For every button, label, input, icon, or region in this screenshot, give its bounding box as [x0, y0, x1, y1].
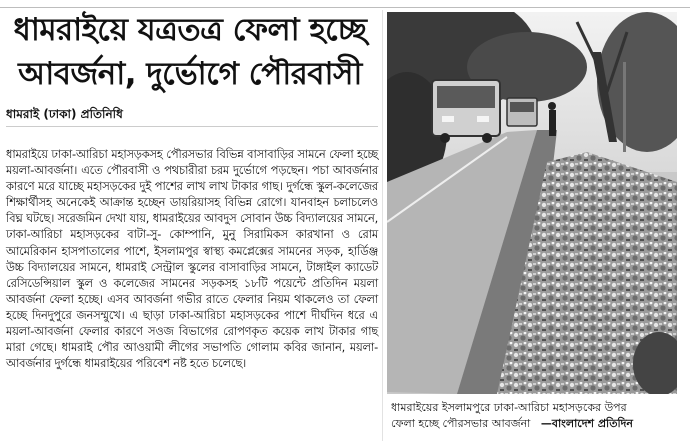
headline-line-2: আবর্জনা, দুর্ভোগে পৌরবাসী [18, 56, 362, 92]
road-garbage-photo-icon [387, 12, 677, 394]
caption-line-2-text: ফেলা হচ্ছে পৌরসভার আবর্জনা [391, 417, 531, 430]
column-divider [382, 10, 383, 441]
news-photo [387, 12, 677, 394]
byline-rule [6, 126, 378, 127]
article-paragraph: ধামরাইয়ে ঢাকা-আরিচা মহাসড়কসহ পৌরসভার বিভিন্ন বাসাবাড়ির সামনে ফেলা হচ্ছে ময়লা-আবর্জনা। এতে পৌরবাসী ও পথচারীরা চরম দুর্ভোগে পড়ছেন। পচা আবর্জনার কারণে মরে যাচ্ছে মহাসড়কের দুই পাশের লাখ লাখ টাকার গাছ। দুর্গন্ধে স্কুল-কলেজের শিক্ষার্থীসহ অনেকেই আক্রান্ত হচ্ছেন ডায়রিয়াসহ বিভিন্ন রোগে। যানবাহন চলাচলেও বিঘ্ন ঘটছে। সরেজমিন দেখা যায়, ধামরাইয়ের আবদুস সোবান উচ্চ বিদ্যালয়ের সামনে, ঢাকা-আরিচা মহাসড়কের বাটা-সু- কোম্পানি, মুনু সিরামিকস কারখানা ও রোম আমেরিকান হাসপাতালের পাশে, ইসলামপুর স্বাস্থ্য কমপ্লেক্সের সামনের সড়ক, হার্ডিঞ্জ উচ্চ বিদ্যালয়ের সামনে, ধামরাই সেন্ট্রাল স্কুলের বাসাবাড়ির সামনে, টাঙ্গাইল ক্যাডেট রেসিডেন্সিয়াল স্কুল ও কলেজের সামনের সড়কসহ ১৮টি পয়েন্টে প্রতিদিন ময়লা আবর্জনা ফেলা হচ্ছে। এসব আবর্জনা গভীর রাতে ফেলার নিয়ম থাকলেও তা ফেলা হচ্ছে দিনদুপুরে জনসম্মুখে। এ ছাড়া ঢাকা-আরিচা মহাসড়কের পাশে দীর্ঘদিন ধরে এ ময়লা-আবর্জনা ফেলার কারণে সওজ বিভাগের রোপণকৃত কয়েক লাখ টাকার গাছ মারা গেছে। ধামরাই পৌর আওয়ামী লীগের সভাপতি গোলাম কবির জানান, ময়লা-আবর্জনার দুর্গন্ধে ধামরাইয়ের পরিবেশ নষ্ট হতে চলেছে। [6, 147, 378, 371]
photo-caption [391, 400, 681, 432]
headline-line-1: ধামরাইয়ে যত্রতত্র ফেলা হচ্ছে [13, 12, 367, 48]
photo-credit: —বাংলাদেশ প্রতিদিন [540, 417, 633, 430]
caption-line-2 [391, 416, 681, 432]
masthead-strip [0, 0, 690, 7]
byline: ধামরাই (ঢাকা) প্রতিনিধি [6, 107, 123, 121]
article-body [6, 146, 378, 371]
caption-line-1: ধামরাইয়ের ইসলামপুরে ঢাকা-আরিচা মহাসড়কের উপর [391, 401, 627, 414]
headline [0, 8, 380, 96]
